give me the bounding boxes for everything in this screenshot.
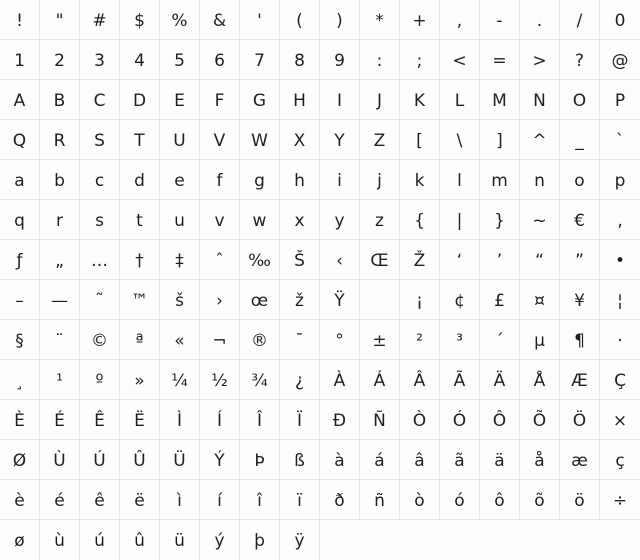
glyph-cell[interactable]: þ — [240, 520, 280, 560]
glyph-cell[interactable]: ï — [280, 480, 320, 520]
glyph-cell[interactable]: ” — [560, 240, 600, 280]
glyph-cell[interactable]: Ê — [80, 400, 120, 440]
glyph-cell[interactable]: j — [360, 160, 400, 200]
glyph-cell[interactable]: È — [0, 400, 40, 440]
glyph-cell[interactable]: ¢ — [440, 280, 480, 320]
glyph-cell[interactable]: & — [200, 0, 240, 40]
glyph-cell[interactable]: m — [480, 160, 520, 200]
glyph-cell[interactable]: º — [80, 360, 120, 400]
glyph-cell[interactable]: ˆ — [200, 240, 240, 280]
glyph-cell[interactable]: ! — [0, 0, 40, 40]
glyph-cell[interactable]: á — [360, 440, 400, 480]
glyph-cell[interactable]: ^ — [520, 120, 560, 160]
glyph-cell[interactable]: # — [80, 0, 120, 40]
glyph-cell[interactable]: û — [120, 520, 160, 560]
glyph-cell[interactable]: 6 — [200, 40, 240, 80]
glyph-cell[interactable]: L — [440, 80, 480, 120]
glyph-cell[interactable]: š — [160, 280, 200, 320]
glyph-cell[interactable]: « — [160, 320, 200, 360]
glyph-cell[interactable]: * — [360, 0, 400, 40]
glyph-cell[interactable]: 8 — [280, 40, 320, 80]
glyph-cell[interactable]: $ — [120, 0, 160, 40]
glyph-cell[interactable]: É — [40, 400, 80, 440]
glyph-cell[interactable]: » — [120, 360, 160, 400]
glyph-cell[interactable]: Á — [360, 360, 400, 400]
glyph-cell[interactable]: R — [40, 120, 80, 160]
glyph-cell[interactable]: ' — [240, 0, 280, 40]
glyph-cell[interactable]: ž — [280, 280, 320, 320]
glyph-cell[interactable]: ÷ — [600, 480, 640, 520]
glyph-cell[interactable]: . — [520, 0, 560, 40]
glyph-cell[interactable]: N — [520, 80, 560, 120]
glyph-cell[interactable]: H — [280, 80, 320, 120]
glyph-cell[interactable]: ¼ — [160, 360, 200, 400]
glyph-cell[interactable]: è — [0, 480, 40, 520]
glyph-cell[interactable]: ò — [400, 480, 440, 520]
glyph-cell[interactable]: ä — [480, 440, 520, 480]
glyph-cell[interactable]: ñ — [360, 480, 400, 520]
glyph-cell[interactable]: w — [240, 200, 280, 240]
glyph-cell[interactable]: ¸ — [0, 360, 40, 400]
glyph-cell[interactable]: • — [600, 240, 640, 280]
glyph-cell[interactable]: l — [440, 160, 480, 200]
glyph-cell[interactable]: ö — [560, 480, 600, 520]
glyph-cell[interactable]: ú — [80, 520, 120, 560]
glyph-cell[interactable]: × — [600, 400, 640, 440]
glyph-cell[interactable]: b — [40, 160, 80, 200]
glyph-cell[interactable]: " — [40, 0, 80, 40]
glyph-cell[interactable]: 4 — [120, 40, 160, 80]
glyph-cell[interactable]: õ — [520, 480, 560, 520]
empty-area — [560, 520, 600, 560]
glyph-cell[interactable]: y — [320, 200, 360, 240]
glyph-cell[interactable]: ³ — [440, 320, 480, 360]
glyph-cell[interactable]: s — [80, 200, 120, 240]
empty-area — [360, 520, 400, 560]
glyph-cell[interactable]: g — [240, 160, 280, 200]
glyph-cell[interactable]: Z — [360, 120, 400, 160]
glyph-cell[interactable]: à — [320, 440, 360, 480]
glyph-cell[interactable]: Ï — [280, 400, 320, 440]
glyph-cell[interactable]: Ä — [480, 360, 520, 400]
empty-area — [480, 520, 520, 560]
glyph-cell[interactable]: Œ — [360, 240, 400, 280]
glyph-cell[interactable]: S — [80, 120, 120, 160]
glyph-cell[interactable]: ‹ — [320, 240, 360, 280]
glyph-cell[interactable]: ½ — [200, 360, 240, 400]
glyph-cell[interactable]: Å — [520, 360, 560, 400]
glyph-cell[interactable]: _ — [560, 120, 600, 160]
glyph-cell[interactable]: ø — [0, 520, 40, 560]
glyph-cell[interactable]: Æ — [560, 360, 600, 400]
glyph-cell[interactable]: ¨ — [40, 320, 80, 360]
glyph-cell[interactable]: Î — [240, 400, 280, 440]
glyph-cell[interactable]: ó — [440, 480, 480, 520]
glyph-cell-space[interactable] — [360, 280, 400, 320]
glyph-cell[interactable]: [ — [400, 120, 440, 160]
glyph-cell[interactable]: % — [160, 0, 200, 40]
glyph-cell[interactable]: ` — [600, 120, 640, 160]
glyph-cell[interactable]: : — [360, 40, 400, 80]
glyph-cell[interactable]: µ — [520, 320, 560, 360]
glyph-cell[interactable]: 2 — [40, 40, 80, 80]
glyph-cell[interactable]: v — [200, 200, 240, 240]
glyph-cell[interactable]: < — [440, 40, 480, 80]
glyph-cell[interactable]: – — [0, 280, 40, 320]
glyph-cell[interactable]: + — [400, 0, 440, 40]
glyph-cell[interactable]: G — [240, 80, 280, 120]
glyph-cell[interactable]: î — [240, 480, 280, 520]
glyph-cell[interactable]: · — [600, 320, 640, 360]
glyph-cell[interactable]: Ö — [560, 400, 600, 440]
glyph-cell[interactable]: æ — [560, 440, 600, 480]
glyph-cell[interactable]: ê — [80, 480, 120, 520]
glyph-cell[interactable]: c — [80, 160, 120, 200]
glyph-cell[interactable]: ™ — [120, 280, 160, 320]
glyph-cell[interactable]: ü — [160, 520, 200, 560]
glyph-cell[interactable]: W — [240, 120, 280, 160]
glyph-cell[interactable]: ù — [40, 520, 80, 560]
glyph-cell[interactable]: ÿ — [280, 520, 320, 560]
empty-area — [400, 520, 440, 560]
glyph-cell[interactable]: Ý — [200, 440, 240, 480]
glyph-cell[interactable]: X — [280, 120, 320, 160]
glyph-cell[interactable]: Š — [280, 240, 320, 280]
glyph-cell[interactable]: - — [480, 0, 520, 40]
glyph-cell[interactable]: ß — [280, 440, 320, 480]
glyph-cell[interactable]: r — [40, 200, 80, 240]
glyph-cell[interactable]: Ð — [320, 400, 360, 440]
glyph-cell[interactable]: ¥ — [560, 280, 600, 320]
glyph-cell[interactable]: \ — [440, 120, 480, 160]
glyph-cell[interactable]: ì — [160, 480, 200, 520]
glyph-cell[interactable]: f — [200, 160, 240, 200]
glyph-cell[interactable]: ´ — [480, 320, 520, 360]
glyph-cell[interactable]: x — [280, 200, 320, 240]
glyph-cell[interactable]: D — [120, 80, 160, 120]
glyph-cell[interactable]: Ñ — [360, 400, 400, 440]
glyph-cell[interactable]: U — [160, 120, 200, 160]
glyph-cell[interactable]: ± — [360, 320, 400, 360]
glyph-cell[interactable]: Ü — [160, 440, 200, 480]
glyph-cell[interactable]: ° — [320, 320, 360, 360]
glyph-cell[interactable]: T — [120, 120, 160, 160]
glyph-cell[interactable]: é — [40, 480, 80, 520]
glyph-cell[interactable]: Ž — [400, 240, 440, 280]
glyph-cell[interactable]: ð — [320, 480, 360, 520]
glyph-cell[interactable]: â — [400, 440, 440, 480]
glyph-cell[interactable]: z — [360, 200, 400, 240]
glyph-cell[interactable]: | — [440, 200, 480, 240]
glyph-cell[interactable]: 3 — [80, 40, 120, 80]
glyph-cell[interactable]: ‘ — [440, 240, 480, 280]
glyph-cell[interactable]: a — [0, 160, 40, 200]
glyph-cell[interactable]: ¡ — [400, 280, 440, 320]
glyph-cell[interactable]: = — [480, 40, 520, 80]
glyph-cell[interactable]: … — [80, 240, 120, 280]
glyph-cell[interactable]: Ú — [80, 440, 120, 480]
glyph-cell[interactable]: ’ — [480, 240, 520, 280]
glyph-cell[interactable]: { — [400, 200, 440, 240]
glyph-cell[interactable]: Ô — [480, 400, 520, 440]
glyph-cell[interactable]: † — [120, 240, 160, 280]
glyph-cell[interactable]: ] — [480, 120, 520, 160]
glyph-cell[interactable]: £ — [480, 280, 520, 320]
glyph-cell[interactable]: Â — [400, 360, 440, 400]
glyph-cell[interactable]: ? — [560, 40, 600, 80]
glyph-cell[interactable]: ¤ — [520, 280, 560, 320]
glyph-cell[interactable]: ¬ — [200, 320, 240, 360]
glyph-cell[interactable]: Û — [120, 440, 160, 480]
glyph-cell[interactable]: o — [560, 160, 600, 200]
glyph-cell[interactable]: ( — [280, 0, 320, 40]
glyph-cell[interactable]: © — [80, 320, 120, 360]
glyph-cell[interactable]: — — [40, 280, 80, 320]
glyph-cell[interactable]: J — [360, 80, 400, 120]
glyph-cell[interactable]: ¾ — [240, 360, 280, 400]
glyph-cell[interactable]: p — [600, 160, 640, 200]
glyph-cell[interactable]: / — [560, 0, 600, 40]
glyph-cell[interactable]: n — [520, 160, 560, 200]
glyph-cell[interactable]: Þ — [240, 440, 280, 480]
glyph-cell[interactable]: ¶ — [560, 320, 600, 360]
glyph-cell[interactable]: k — [400, 160, 440, 200]
glyph-cell[interactable]: ¹ — [40, 360, 80, 400]
glyph-cell[interactable]: ; — [400, 40, 440, 80]
glyph-cell[interactable]: 0 — [600, 0, 640, 40]
glyph-cell[interactable]: Y — [320, 120, 360, 160]
glyph-cell[interactable]: Ó — [440, 400, 480, 440]
glyph-cell[interactable]: u — [160, 200, 200, 240]
glyph-cell[interactable]: ô — [480, 480, 520, 520]
glyph-cell[interactable]: › — [200, 280, 240, 320]
glyph-cell[interactable]: ® — [240, 320, 280, 360]
glyph-cell[interactable]: ² — [400, 320, 440, 360]
glyph-cell[interactable]: E — [160, 80, 200, 120]
glyph-cell[interactable]: F — [200, 80, 240, 120]
empty-area — [320, 520, 360, 560]
glyph-cell[interactable]: ~ — [520, 200, 560, 240]
glyph-cell[interactable]: A — [0, 80, 40, 120]
glyph-cell[interactable]: ˜ — [80, 280, 120, 320]
glyph-cell[interactable]: Ì — [160, 400, 200, 440]
glyph-cell[interactable]: ƒ — [0, 240, 40, 280]
glyph-cell[interactable]: œ — [240, 280, 280, 320]
glyph-cell[interactable]: ¿ — [280, 360, 320, 400]
glyph-cell[interactable]: í — [200, 480, 240, 520]
glyph-cell[interactable]: ‡ — [160, 240, 200, 280]
glyph-cell[interactable]: > — [520, 40, 560, 80]
glyph-cell[interactable]: d — [120, 160, 160, 200]
glyph-cell[interactable]: i — [320, 160, 360, 200]
glyph-cell[interactable]: å — [520, 440, 560, 480]
glyph-cell[interactable]: M — [480, 80, 520, 120]
glyph-cell[interactable]: Ò — [400, 400, 440, 440]
glyph-cell[interactable]: Ÿ — [320, 280, 360, 320]
glyph-cell[interactable]: Õ — [520, 400, 560, 440]
glyph-cell[interactable]: q — [0, 200, 40, 240]
glyph-cell[interactable]: „ — [40, 240, 80, 280]
glyph-cell[interactable]: h — [280, 160, 320, 200]
glyph-cell[interactable]: 9 — [320, 40, 360, 80]
glyph-cell[interactable]: P — [600, 80, 640, 120]
glyph-cell[interactable]: } — [480, 200, 520, 240]
glyph-cell[interactable]: § — [0, 320, 40, 360]
glyph-cell[interactable]: Ù — [40, 440, 80, 480]
glyph-cell[interactable]: ë — [120, 480, 160, 520]
glyph-cell[interactable]: @ — [600, 40, 640, 80]
glyph-cell[interactable]: t — [120, 200, 160, 240]
empty-area — [440, 520, 480, 560]
glyph-cell[interactable]: Í — [200, 400, 240, 440]
glyph-cell[interactable]: Ø — [0, 440, 40, 480]
glyph-cell[interactable]: € — [560, 200, 600, 240]
glyph-cell[interactable]: À — [320, 360, 360, 400]
glyph-cell[interactable]: ª — [120, 320, 160, 360]
empty-area — [520, 520, 560, 560]
glyph-cell[interactable]: ) — [320, 0, 360, 40]
glyph-cell[interactable]: “ — [520, 240, 560, 280]
glyph-cell[interactable]: ý — [200, 520, 240, 560]
glyph-cell[interactable]: Ç — [600, 360, 640, 400]
glyph-cell[interactable]: e — [160, 160, 200, 200]
glyph-cell[interactable]: ã — [440, 440, 480, 480]
glyph-cell[interactable]: ç — [600, 440, 640, 480]
glyph-cell[interactable]: 7 — [240, 40, 280, 80]
glyph-cell[interactable]: 1 — [0, 40, 40, 80]
glyph-cell[interactable]: , — [440, 0, 480, 40]
glyph-cell[interactable]: Ã — [440, 360, 480, 400]
glyph-cell[interactable]: Q — [0, 120, 40, 160]
glyph-cell[interactable]: K — [400, 80, 440, 120]
glyph-cell[interactable]: ‰ — [240, 240, 280, 280]
glyph-cell[interactable]: ‚ — [600, 200, 640, 240]
glyph-cell[interactable]: ¦ — [600, 280, 640, 320]
glyph-cell[interactable]: ¯ — [280, 320, 320, 360]
glyph-cell[interactable]: B — [40, 80, 80, 120]
glyph-cell[interactable]: Ë — [120, 400, 160, 440]
glyph-cell[interactable]: O — [560, 80, 600, 120]
glyph-cell[interactable]: C — [80, 80, 120, 120]
empty-area — [600, 520, 640, 560]
glyph-cell[interactable]: 5 — [160, 40, 200, 80]
glyph-cell[interactable]: V — [200, 120, 240, 160]
glyph-cell[interactable]: I — [320, 80, 360, 120]
